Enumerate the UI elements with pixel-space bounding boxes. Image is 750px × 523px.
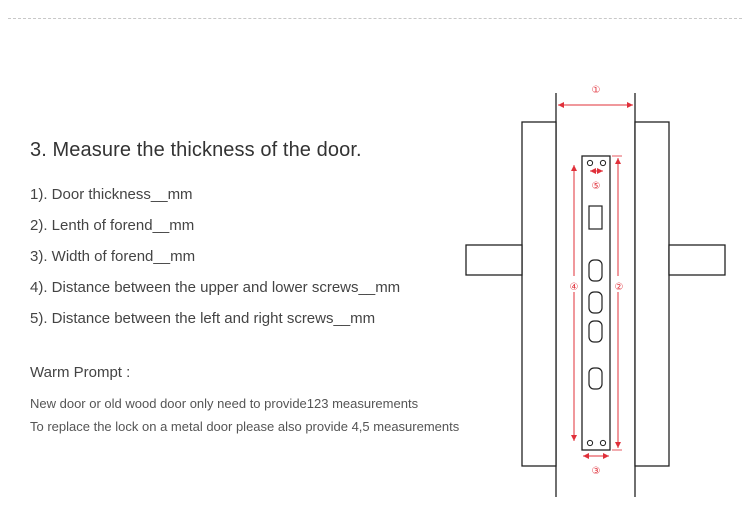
screw-hole [587, 160, 592, 165]
marker-4: ④ [569, 282, 579, 293]
page-title: 3. Measure the thickness of the door. [30, 139, 362, 161]
screw-hole [600, 160, 605, 165]
forend-slot [589, 321, 602, 342]
screw-hole [587, 440, 592, 445]
handle-left [466, 245, 522, 275]
marker-1: ① [591, 85, 601, 96]
escutcheon-left [522, 122, 556, 466]
measurement-item-forend-width: 3). Width of forend__mm [30, 248, 196, 265]
forend-slot [589, 292, 602, 313]
escutcheon-right [635, 122, 669, 466]
forend-slot [589, 206, 602, 229]
measurement-item-screw-horizontal-distance: 5). Distance between the left and right screws__mm [30, 310, 376, 327]
handle-right [669, 245, 725, 275]
forend-slot [589, 368, 602, 389]
marker-5: ⑤ [591, 181, 601, 192]
warm-prompt-line: To replace the lock on a metal door please also provide 4,5 measurements [30, 419, 460, 434]
measurement-item-forend-length: 2). Lenth of forend__mm [30, 217, 195, 234]
marker-3: ③ [591, 466, 601, 477]
warm-prompt-title: Warm Prompt : [30, 364, 131, 381]
screw-hole [600, 440, 605, 445]
measurement-item-screw-vertical-distance: 4). Distance between the upper and lower screws__mm [30, 279, 401, 296]
marker-2: ② [614, 282, 624, 293]
warm-prompt-line: New door or old wood door only need to provide123 measurements [30, 396, 419, 411]
measurement-item-door-thickness: 1). Door thickness__mm [30, 186, 193, 203]
forend-slot [589, 260, 602, 281]
